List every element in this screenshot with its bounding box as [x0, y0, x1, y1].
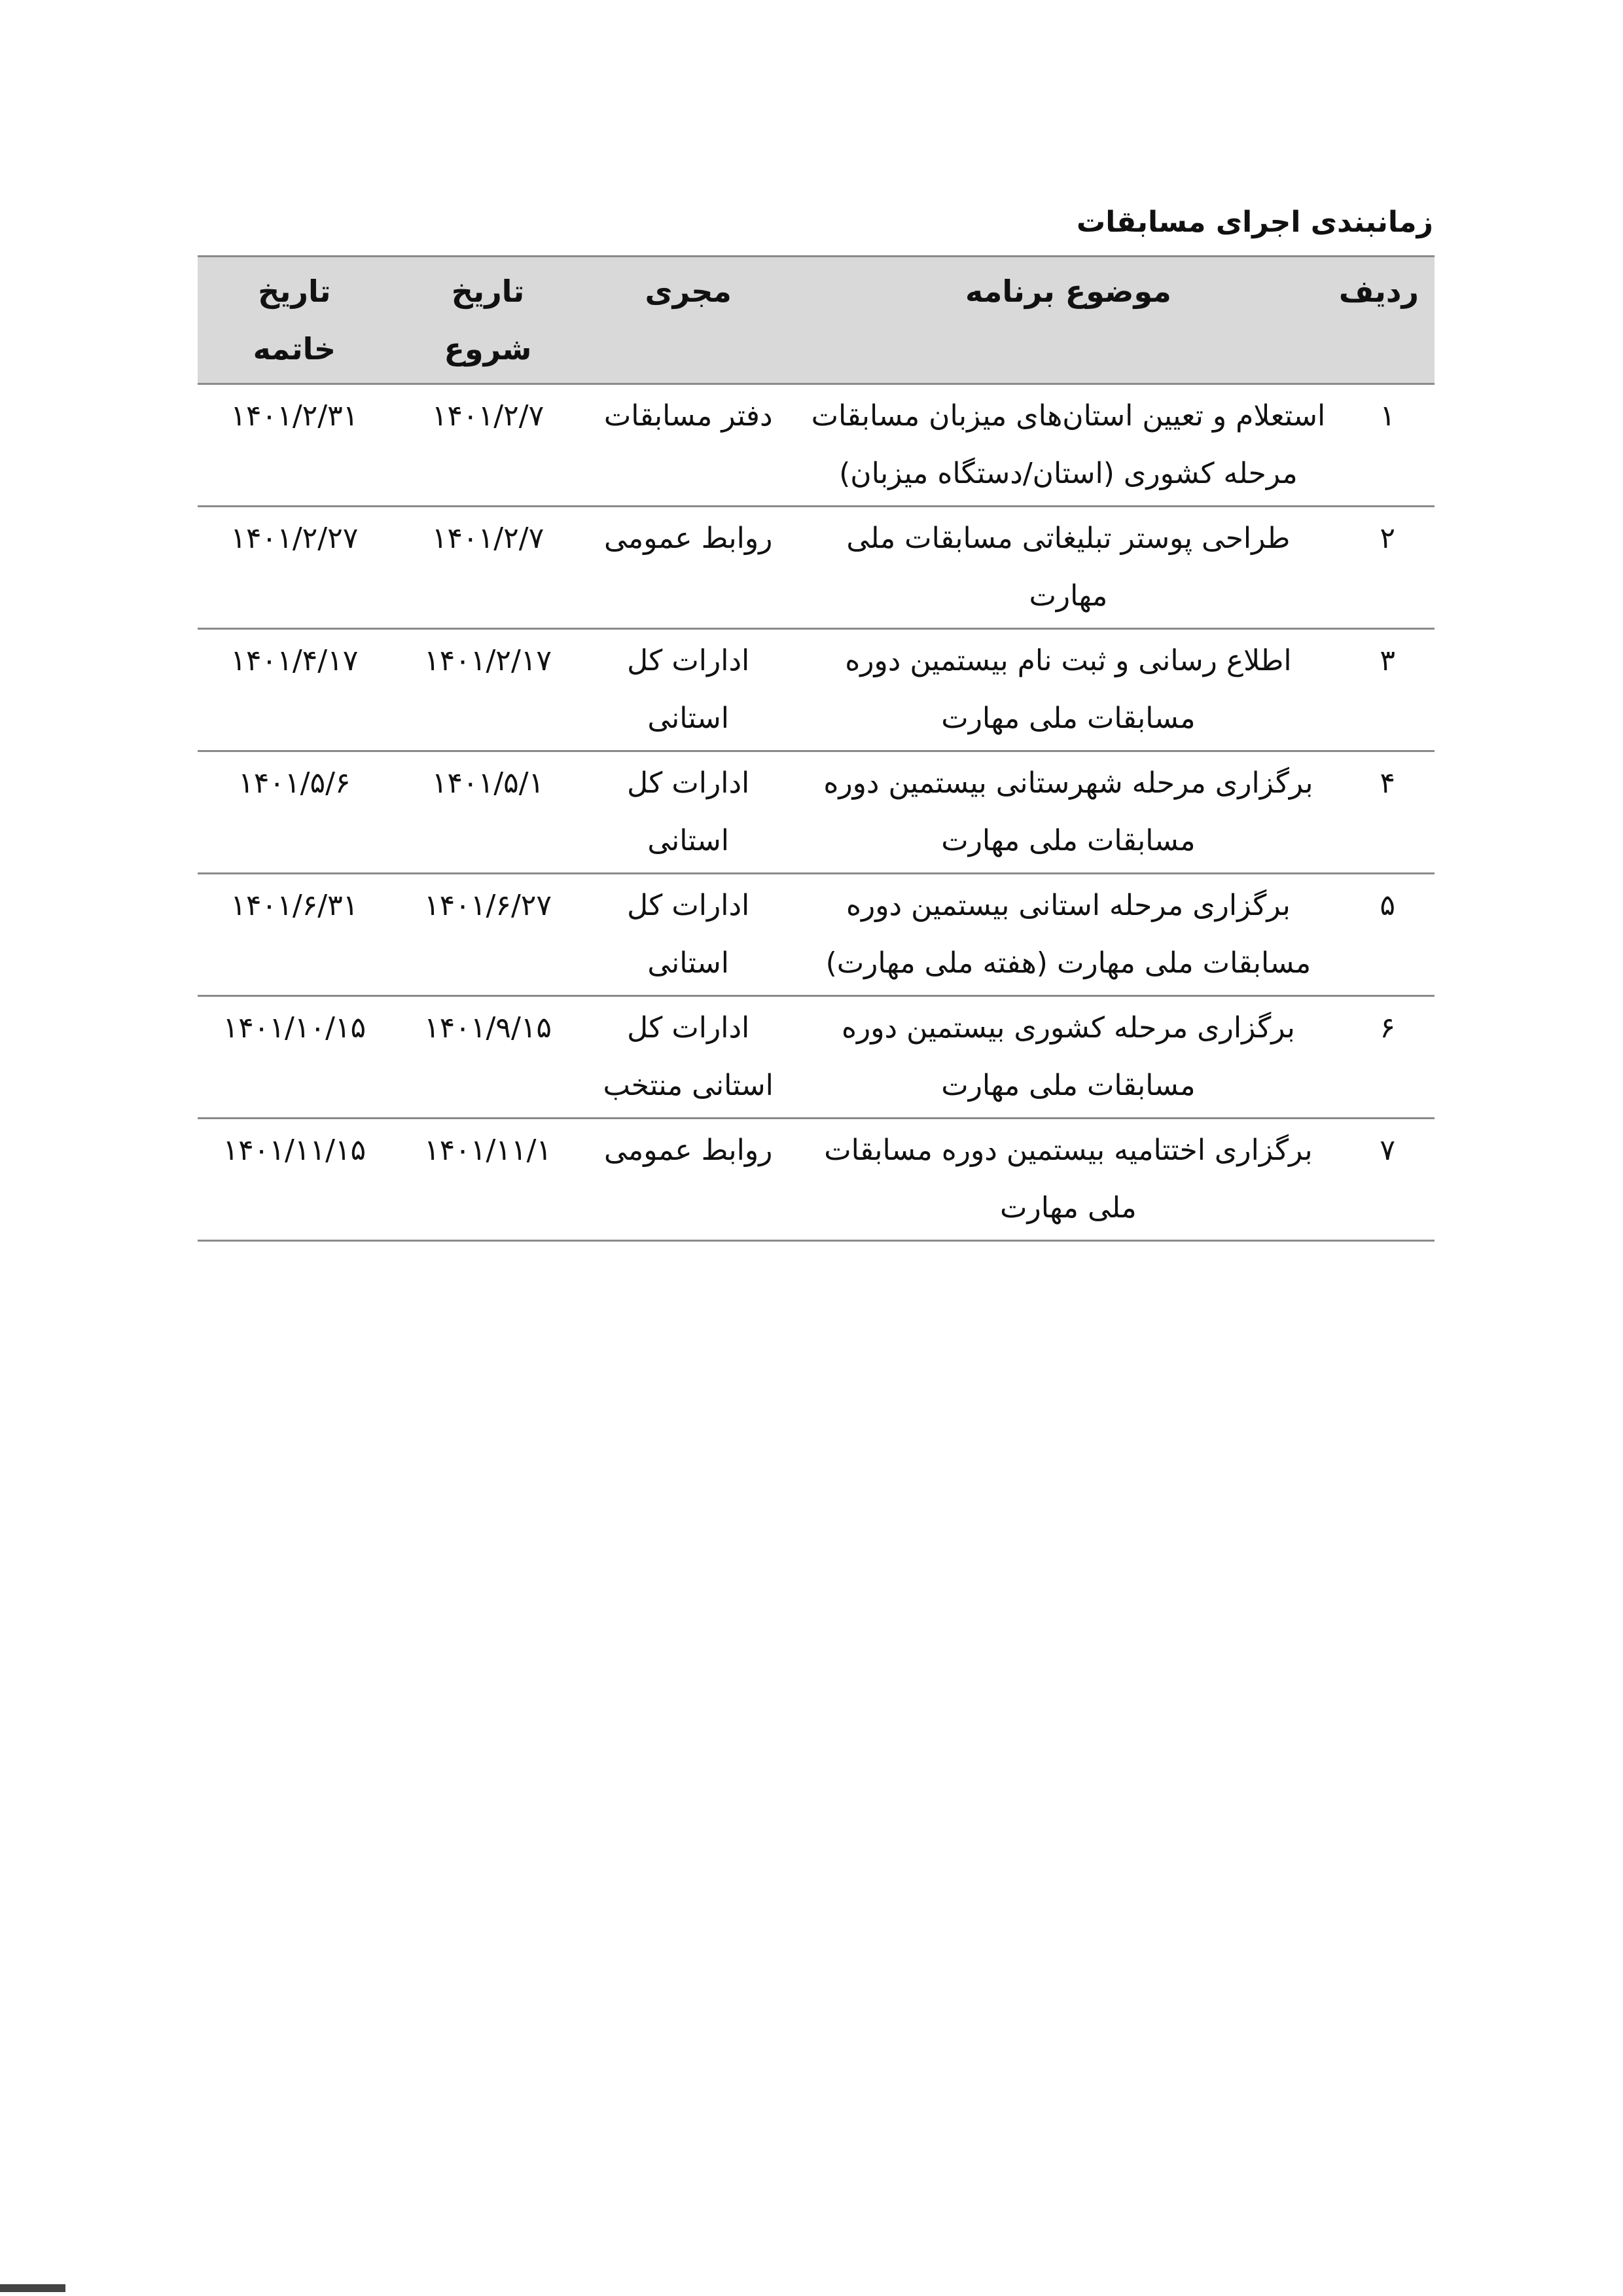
row-topic: برگزاری اختتامیه بیستمین دوره مسابقات ملی مهارت	[792, 1119, 1345, 1241]
row-end-date: ۱۴۰۱/۵/۶	[198, 751, 391, 874]
row-number: ۱	[1345, 384, 1435, 507]
table-row	[198, 751, 1435, 874]
row-topic: برگزاری مرحله شهرستانی بیستمین دوره مسابقات ملی مهارت	[792, 751, 1345, 874]
row-end-date: ۱۴۰۱/۲/۳۱	[198, 384, 391, 507]
row-end-date: ۱۴۰۱/۱۰/۱۵	[198, 996, 391, 1119]
footer-watermark	[0, 2284, 65, 2292]
row-executor: ادارات کل استانی	[584, 874, 792, 996]
row-topic: برگزاری مرحله استانی بیستمین دوره مسابقات ملی مهارت (هفته ملی مهارت)	[792, 874, 1345, 996]
row-topic: برگزاری مرحله کشوری بیستمین دوره مسابقات ملی مهارت	[792, 996, 1345, 1119]
row-end-date: ۱۴۰۱/۱۱/۱۵	[198, 1119, 391, 1241]
row-start-date: ۱۴۰۱/۲/۷	[391, 507, 585, 629]
row-executor: دفتر مسابقات	[584, 384, 792, 507]
header-start-date: تاریخ شروع	[391, 257, 585, 384]
row-start-date: ۱۴۰۱/۲/۱۷	[391, 629, 585, 751]
header-num: ردیف	[1345, 257, 1435, 384]
row-topic: استعلام و تعیین استان‌های میزبان مسابقات مرحله کشوری (استان/دستگاه میزبان)	[792, 384, 1345, 507]
schedule-table	[198, 255, 1435, 1242]
header-end-date: تاریخ خاتمه	[198, 257, 391, 384]
row-executor: ادارات کل استانی	[584, 629, 792, 751]
row-start-date: ۱۴۰۱/۱۱/۱	[391, 1119, 585, 1241]
row-number: ۲	[1345, 507, 1435, 629]
header-topic: موضوع برنامه	[792, 257, 1345, 384]
row-executor: ادارات کل استانی	[584, 751, 792, 874]
row-executor: ادارات کل استانی منتخب	[584, 996, 792, 1119]
row-start-date: ۱۴۰۱/۲/۷	[391, 384, 585, 507]
row-end-date: ۱۴۰۱/۲/۲۷	[198, 507, 391, 629]
row-end-date: ۱۴۰۱/۴/۱۷	[198, 629, 391, 751]
row-number: ۵	[1345, 874, 1435, 996]
row-executor: روابط عمومی	[584, 1119, 792, 1241]
row-end-date: ۱۴۰۱/۶/۳۱	[198, 874, 391, 996]
table-row	[198, 507, 1435, 629]
row-number: ۶	[1345, 996, 1435, 1119]
row-topic: طراحی پوستر تبلیغاتی مسابقات ملی مهارت	[792, 507, 1345, 629]
table-row	[198, 1119, 1435, 1241]
page-title: زمانبندی اجرای مسابقات	[1077, 206, 1433, 239]
table-row	[198, 874, 1435, 996]
row-topic: اطلاع رسانی و ثبت نام بیستمین دوره مسابقات ملی مهارت	[792, 629, 1345, 751]
table-row	[198, 629, 1435, 751]
row-number: ۳	[1345, 629, 1435, 751]
table-header-row	[198, 257, 1435, 384]
table-row	[198, 996, 1435, 1119]
row-number: ۷	[1345, 1119, 1435, 1241]
header-executor: مجری	[584, 257, 792, 384]
row-executor: روابط عمومی	[584, 507, 792, 629]
table-row	[198, 384, 1435, 507]
row-start-date: ۱۴۰۱/۹/۱۵	[391, 996, 585, 1119]
row-start-date: ۱۴۰۱/۶/۲۷	[391, 874, 585, 996]
row-start-date: ۱۴۰۱/۵/۱	[391, 751, 585, 874]
row-number: ۴	[1345, 751, 1435, 874]
